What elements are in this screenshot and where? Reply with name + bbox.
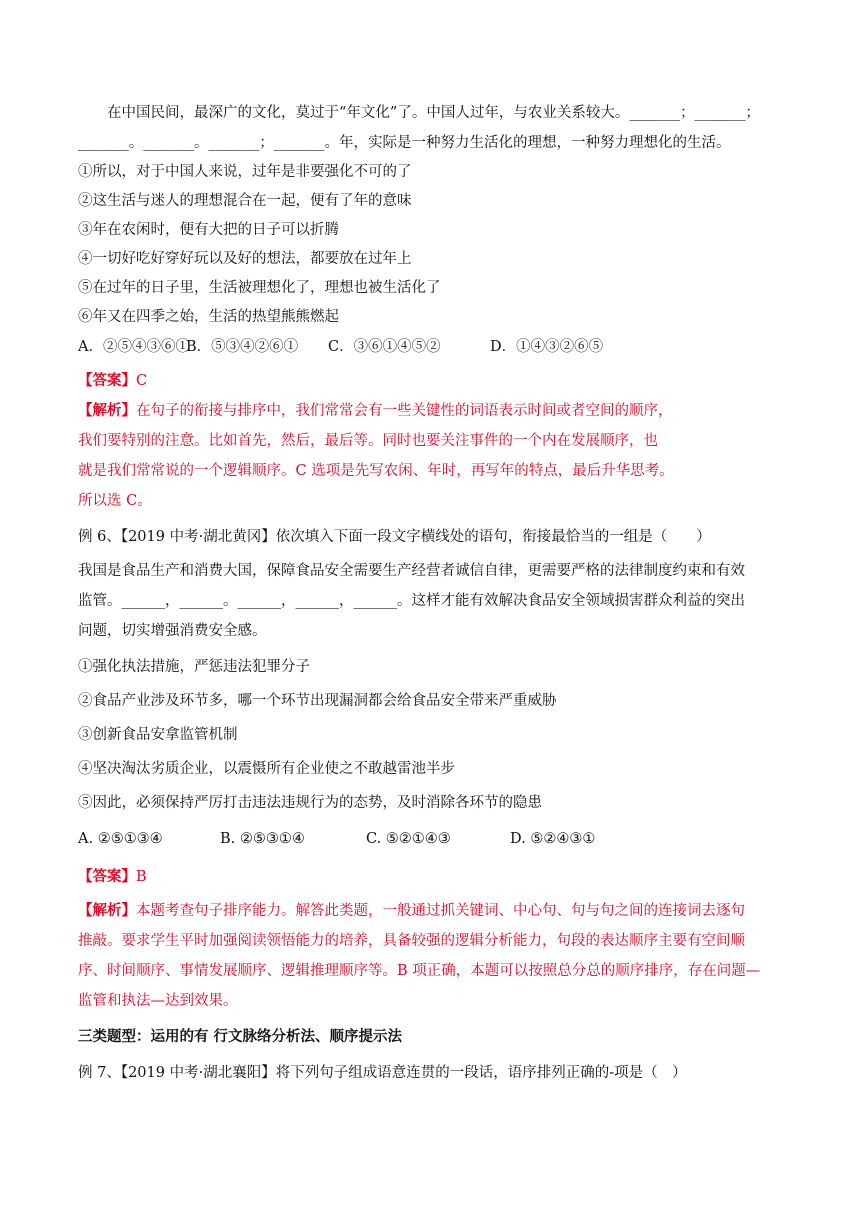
q1-choice-a: A．②⑤④③⑥①	[78, 339, 190, 355]
q1-choice-b: B．⑤③④②⑥①	[186, 339, 299, 355]
q1-choice-d: D．①④③②⑥⑤	[490, 339, 604, 355]
section-heading: 三类题型：运用的有 行文脉络分析法、顺序提示法	[78, 1028, 403, 1045]
answer-tag: 【答案】	[78, 372, 136, 389]
analysis-tag: 【解析】	[78, 402, 136, 419]
q2-item: ⑤因此，必须保持严厉打击违法违规行为的态势，及时消除各环节的隐患	[78, 795, 542, 811]
q1-item: ②这生活与迷人的理想混合在一起，便有了年的意味	[78, 193, 412, 209]
q2-item: ③创新食品安拿监管机制	[78, 727, 238, 743]
q1-answer	[78, 366, 790, 396]
q2-passage-line: 问题，切实增强消费安全感。	[78, 623, 267, 639]
analysis-tag: 【解析】	[78, 902, 136, 919]
q2-choice-d: D. ⑤②④③①	[510, 831, 596, 847]
analysis-line: 监管和执法—达到效果。	[78, 993, 238, 1009]
answer-value: B	[136, 869, 147, 885]
q3-title: 例 7、【2019 中考·湖北襄阳】将下列句子组成语意连贯的一段话，语序排列正确的-项是（ ）	[78, 1065, 687, 1081]
answer-value: C	[136, 373, 148, 389]
analysis-line: 我们要特别的注意。比如首先，然后，最后等。同时也要关注事件的一个内在发展顺序，也	[78, 433, 658, 449]
q1-item: ③年在农闲时，便有大把的日子可以折腾	[78, 222, 339, 238]
q2-item: ②食品产业涉及环节多，哪一个环节出现漏洞都会给食品安全带来严重威胁	[78, 693, 557, 709]
q1-passage	[78, 98, 790, 158]
q2-choice-c: C. ⑤②①④③	[366, 831, 451, 847]
analysis-line: 就是我们常常说的一个逻辑顺序。C 选项是先写农闲、年时，再写年的特点，最后升华思考。	[78, 463, 674, 479]
analysis-line: 推敲。要求学生平时加强阅读领悟能力的培养，具备较强的逻辑分析能力，句段的表达顺序主要有空间顺	[78, 933, 745, 949]
q1-item: ⑥年又在四季之始，生活的热望熊熊燃起	[78, 309, 339, 325]
q2-choice-a: A. ②⑤①③④	[78, 831, 163, 847]
q2-item: ①强化执法措施，严惩违法犯罪分子	[78, 659, 310, 675]
q2-passage-line: 我国是食品生产和消费大国，保障食品安全需要生产经营者诚信自律，更需要严格的法律制度约束和有效	[78, 563, 745, 579]
q2-passage-line: 监管。______，______。______，______，______。这样才能有效解决食品安全领域损害群众利益的突出	[78, 593, 745, 609]
analysis-line: 本题考查句子排序能力。解答此类题，一般通过抓关键词、中心句、句与句之间的连接词去逐句	[136, 903, 745, 919]
analysis-line: 在句子的衔接与排序中，我们常常会有一些关键性的词语表示时间或者空间的顺序，	[136, 403, 673, 419]
q1-item: ①所以，对于中国人来说，过年是非要强化不可的了	[78, 164, 412, 180]
q1-choice-c: C．③⑥①④⑤②	[328, 339, 441, 355]
q1-items	[78, 158, 790, 332]
q2-analysis	[78, 896, 790, 1016]
q2-items	[78, 650, 790, 820]
q2-title: 例 6、【2019 中考·湖北黄冈】依次填入下面一段文字横线处的语句，衔接最恰当的一组是（ ）	[78, 529, 711, 545]
answer-tag: 【答案】	[78, 868, 136, 885]
q1-item: ⑤在过年的日子里，生活被理想化了，理想也被生活化了	[78, 280, 441, 296]
q2-item: ④坚决淘汰劣质企业，以震慑所有企业使之不敢越雷池半步	[78, 761, 455, 777]
q2-answer	[78, 862, 790, 892]
q1-passage-line: 在中国民间，最深广的文化，莫过于“年文化”了。中国人过年，与农业关系较大。_______；_______；	[107, 105, 760, 121]
q1-analysis	[78, 396, 790, 516]
q1-choices	[78, 332, 790, 362]
q1-passage-line: _______。_______。_______；_______。年，实际是一种努力生活化的理想，一种努力理想化的生活。	[78, 135, 731, 151]
analysis-line: 序、时间顺序、事情发展顺序、逻辑推理顺序等。B 项正确，本题可以按照总分总的顺序排序，存在问题—	[78, 963, 761, 979]
q2-passage	[78, 556, 790, 646]
q2-choices	[78, 824, 790, 854]
q1-item: ④一切好吃好穿好玩以及好的想法，都要放在过年上	[78, 251, 412, 267]
q2-choice-b: B. ②⑤③①④	[220, 831, 305, 847]
analysis-line: 所以选 C。	[78, 493, 152, 509]
